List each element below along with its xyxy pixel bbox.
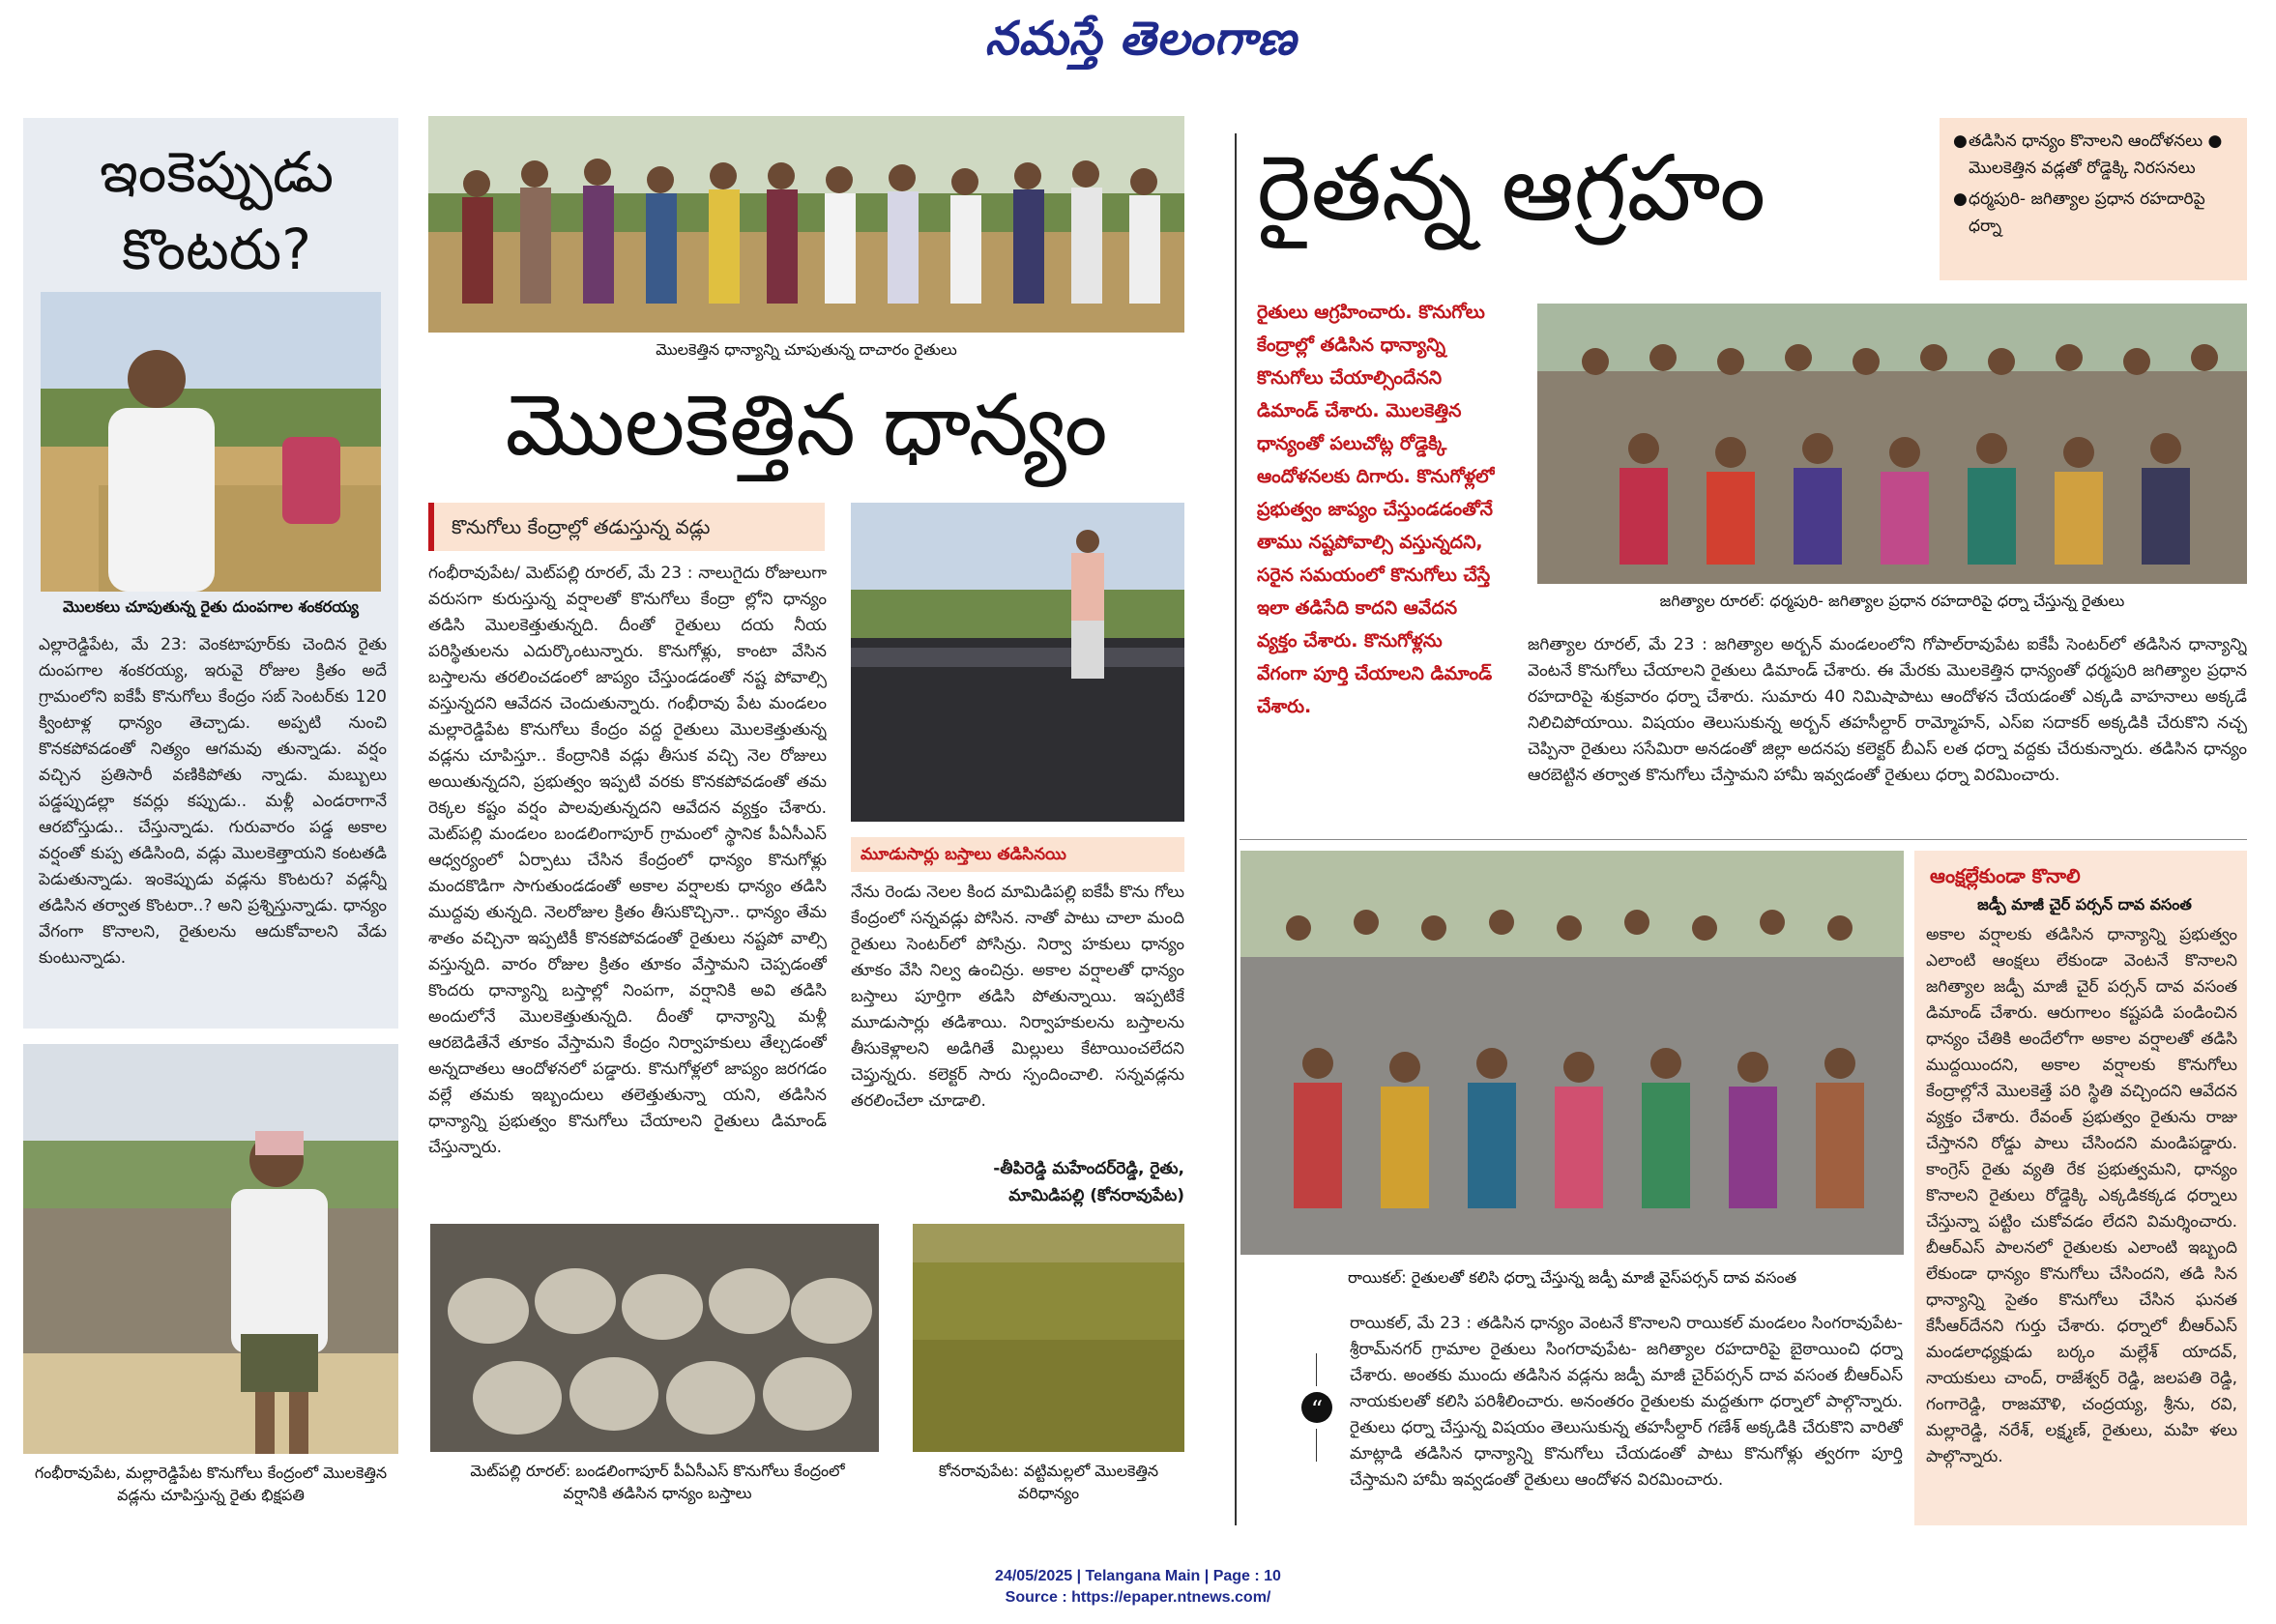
right-intro-text: రైతులు ఆగ్రహించారు. కొనుగోలు కేంద్రాల్లో తడిసిన ధాన్యాన్ని కొనుగోలు చేయాల్సిందేనని డిమాండ్ చేశారు. మొలకెత్తిన ధాన్యంతో పలుచోట్ల రోడ్డెక్కి ఆందోళనలకు దిగారు. కొనుగోళ్లలో ప్రభుత్వం జాప్యం చేస్తుండడంతోనే తాము నష్టపోవాల్సి వస్తున్నదని, సరైన సమయంలో కొనుగోలు చేస్తే ఇలా తడిసేది కాదని ఆవేదన వ్యక్తం చేశారు. కొనుగోళ్లను వేగంగా పూర్తి చేయాలని డిమాండ్ చేశారు. bbox=[1257, 302, 1495, 717]
right-sidebar-title: ఆంక్షల్లేకుండా కొనాలి bbox=[1930, 864, 2081, 887]
section-divider bbox=[1235, 133, 1237, 1525]
left-photo1-caption: మొలకలు చూపుతున్న రైతు దుంపగాల శంకరయ్య bbox=[63, 597, 359, 616]
farmer-bhikshapathi-photo bbox=[23, 1044, 398, 1454]
middle-article-text: గంభీరావుపేట/ మెట్‌పల్లి రూరల్, మే 23 : నాలుగైదు రోజులుగా వరుసగా కురుస్తున్న వర్షాలతో కొనుగోలు కేంద్రా ల్లోని ధాన్యం తడిసి మొలకెత్తుతున్నది. దీంతో రైతులు దయ నీయ పరిస్థితులను ఎదుర్కొంటున్నారు. కొనుగోళ్లు, కాంటా వేసిన బస్తాలను తరలించడంలో జాప్యం చేస్తుండడంతో నష్ట పోవాల్సి వస్తున్నదని ఆవేదన చెందుతున్నారు. గంభీరావు పేట మండలం మల్లారెడ్డిపేట కొనుగోలు కేంద్రం వద్ద రైతులు మొలకెత్తుతున్న వడ్లను చూపిస్తూ.. కేంద్రానికి వడ్లు తీసుక వచ్చి నెల రోజులు అయితున్నదని, ప్రభుత్వం ఇప్పటి వరకు కొనకపోవడంతో తమ రెక్కల కష్టం వర్షం పాలవుతున్నదని ఆవేదన వ్యక్తం చేశారు. మెట్‌పల్లి మండలం బండలింగాపూర్ గ్రామంలో స్థానిక పీఏసీఎస్ ఆధ్వర్యంలో ఏర్పాటు చేసిన కేంద్రంలో ధాన్యం కొనుగోళ్లు మందకొడిగా సాగుతుండడంతో అకాల వర్షాలకు ధాన్యం తడిసి ముద్దవు తున్నది. నెలరోజుల క్రితం తీసుకొచ్చినా.. ధాన్యం తేమ శాతం వచ్చినా ఇప్పటికీ కొనకపోవడంతో రైతులు నష్టపో వాల్సి వస్తున్నది. వారం రోజుల క్రితం తూకం వేస్తామని చెప్పడంతో కొందరు ధాన్యాన్ని బస్తాల్లో నింపగా, వర్షానికి అవి తడిసి అందులోనే మొలకెత్తుతున్నది. దీంతో ధాన్యాన్ని మళ్లీ ఆరబెడితేనే తూకం వేస్తామని కేంద్రం నిర్వాహకులు తేల్చడంతో అన్నదాతలు ఆందోళనలో పడ్డారు. కొనుగోళ్లలో జాప్యం జరగడం వల్లే తమకు ఇబ్బందులు తలెత్తుతున్నా యని, తడిసిన ధాన్యాన్ని ప్రభుత్వం కొనుగోలు చేయాలని రైతులు డిమాండ్ చేస్తున్నారు. bbox=[428, 564, 827, 1157]
dacharam-farmers-photo bbox=[428, 116, 1184, 333]
raikal-sitin-photo bbox=[1240, 851, 1904, 1255]
protest-text: జగిత్యాల రూరల్, మే 23 : జగిత్యాల అర్బన్ మండలంలోని గోపాల్‌రావుపేట ఐకేపీ సెంటర్‌లో తడిసిన ధాన్యాన్ని వెంటనే కొనుగోలు చేయాలని రైతులు డిమాండ్ చేశారు. ఈ మేరకు మొలకెత్తిన ధాన్యంతో ధర్మపురి జగిత్యాల ప్రధాన రహదారిపై శుక్రవారం ధర్నా చేశారు. సుమారు 40 నిమిషాపాటు ఆందోళన చేయడంతో ఎక్కడి వాహనాలు అక్కడే నిలిచిపోయాయి. విషయం తెలుసుకున్న అర్బన్ తహసీల్దార్ రామ్మోహన్, ఎస్‌ఐ సదాకర్ అక్కడికి చేరుకొని నచ్చ చెప్పినా రైతులు ససేమిరా అనడంతో జిల్లా అదనపు కలెక్టర్ బీఎస్ లత ధర్నా వద్దకు చేరుకున్నారు. తడిసిన ధాన్యం ఆరబెట్టిన తర్వాత కొనుగోలు చేస్తామని హామీ ఇవ్వడంతో రైతులు ధర్నా విరమించారు. bbox=[1528, 635, 2247, 785]
middle-top-caption: మొలకెత్తిన ధాన్యాన్ని చూపుతున్న దాచారం రైతులు bbox=[656, 340, 957, 359]
rain-soaked-bags-photo bbox=[430, 1224, 879, 1452]
right-sidebar-text: అకాల వర్షాలకు తడిసిన ధాన్యాన్ని ప్రభుత్వం ఎలాంటి ఆంక్షలు లేకుండా వెంటనే కొనాలని జగిత్యాల జడ్పీ మాజీ చైర్ పర్సన్ దావ వసంత డిమాండ్ చేశారు. ఆరుగాలం కష్టపడి పండించిన ధాన్యం చేతికి అందేలోగా అకాల వర్షాలతో తడిసి ముద్దయిందని, అకాల వర్షాలకు కొనుగోలు కేంద్రాల్లోనే మొలకెత్తే పరి స్థితి వచ్చిందని ఆవేదన వ్యక్తం చేశారు. రేవంత్ ప్రభుత్వం రైతును రాజు చేస్తానని రోడ్డు పాలు చేసిందని మండిపడ్డారు. కాంగ్రెస్ రైతు వ్యతి రేక ప్రభుత్వమని, ధాన్యం కొనాలని రైతులు రోడ్డెక్కి ఎక్కడికక్కడ ధర్నాలు చేస్తున్నా పట్టిం చుకోవడం లేదని విమర్శించారు. బీఆర్‌ఎస్ పాలనలో రైతులకు ఎలాంటి ఇబ్బంది లేకుండా ధాన్యం కొనుగోలు చేసిందని, తడి సిన ధాన్యాన్ని సైతం కొనుగోలు చేసిన ఘనత కేసీఆర్‌దేనని గుర్తు చేశారు. ధర్నాలో బీఆర్‌ఎస్ మండలాధ్యక్షుడు బర్కం మల్లేశ్ యాదవ్, నాయకులు చాంద్, రాజేశ్వర్ రెడ్డి, జలపతి రెడ్డి, గంగారెడ్డి, రాజమౌళి, చంద్రయ్య, శ్రీను, రవి, మల్లారెడ్డి, నరేశ్, లక్ష్మణ్, రైతులు, మహి ళలు పాల్గొన్నారు. bbox=[1926, 925, 2237, 1466]
footer bbox=[848, 1566, 1428, 1609]
masthead-title: నమస్తే తెలంగాణ bbox=[984, 12, 1298, 66]
footer-source-line[interactable]: Source : https://epaper.ntnews.com/ bbox=[1005, 1589, 1271, 1606]
left-headline bbox=[43, 133, 391, 288]
right-bullet-text-1: తడిసిన ధాన్యం కొనాలని ఆందోళనలు ● మొలకెత్తిన వడ్లతో రోడ్డెక్కి నిరసనలు bbox=[1969, 131, 2223, 178]
quote-author-place: మామిడిపల్లి (కోనరావుపేట) bbox=[1008, 1186, 1184, 1205]
protest-photo-caption: జగిత్యాల రూరల్: ధర్మపురి- జగిత్యాల ప్రధాన రహదారిపై ధర్నా చేస్తున్న రైతులు bbox=[1659, 592, 2125, 610]
raikal-text: రాయికల్, మే 23 : తడిసిన ధాన్యం వెంటనే కొనాలని రాయికల్ మండలం సింగరావుపేట- శ్రీరామ్‌నగర్ గ్రామాల రైతులు సింగరావుపేట- జగిత్యాల రహదారిపై బైఠాయించి ధర్నా చేశారు. అంతకు ముందు తడిసిన వడ్లను జడ్పీ మాజీ చైర్‌పర్సన్ దావ వసంత బీఆర్‌ఎస్ నాయకులతో కలిసి పరిశీలించారు. అనంతరం రైతులకు మద్దతుగా ధర్నాలో పాల్గొన్నారు. రైతులు ధర్నా చేస్తున్న విషయం తెలుసుకున్న తహసీల్దార్ గణేశ్ అక్కడికి చేరుకొని వారితో మాట్లాడి తడిసిన ధాన్యాన్ని కొనుగోలు చేయడంతో పాటు కొనుగోళ్లు త్వరగా పూర్తి చేస్తామని హామీ ఇవ్వడంతో రైతులు ఆందోళన విరమించారు. bbox=[1350, 1314, 1903, 1490]
quote-author: -తీపిరెడ్డి మహేందర్‌రెడ్డి, రైతు, bbox=[993, 1159, 1184, 1178]
sprout-photo-caption: కోనరావుపేట: వట్టిమల్లలో మొలకెత్తిన వరిధాన్యం bbox=[938, 1462, 1159, 1502]
right-sidebar-subtitle: జడ్పీ మాజీ చైర్ పర్సన్ దావ వసంత bbox=[1977, 895, 2192, 914]
quote-line-top bbox=[1316, 1353, 1317, 1386]
sprouted-paddy-photo bbox=[913, 1224, 1184, 1452]
jagtial-protest-photo bbox=[1537, 304, 2247, 584]
left-article-text: ఎల్లారెడ్డిపేట, మే 23: వెంకటాపూర్‌కు చెందిన రైతు దుంపగాల శంకరయ్య, ఇరువై రోజుల క్రితం అదే గ్రామంలోని ఐకేపీ కొనుగోలు కేంద్రం సబ్ సెంటర్‌కు 120 క్వింటాళ్ల ధాన్యం తెచ్చాడు. అప్పటి నుంచి కొనకపోవడంతో నిత్యం ఆగమవు తున్నాడు. వర్షం వచ్చిన ప్రతిసారీ వణికిపోతు న్నాడు. మబ్బులు పడ్డప్పుడల్లా కవర్లు కప్పుడు.. మళ్లీ ఎండరాగానే ఆరబోస్తుడు.. చేస్తున్నాడు. గురువారం పడ్డ అకాల వర్షంతో కుప్ప తడిసింది, వడ్లు మొలకెత్తాయని కంటతడి పెడుతున్నాడు. ఇంకెప్పుడు వడ్లను కొంటరు? వడ్లన్నీ తడిసిన తర్వాత కొంటరా..? అని ప్రశ్నిస్తున్నాడు. ధాన్యం వేగంగా కొనాలని, రైతులను ఆదుకోవాలని వేడు కుంటున్నాడు. bbox=[39, 635, 387, 968]
farmer-on-tarp-photo bbox=[851, 503, 1184, 822]
sitin-photo-caption: రాయికల్: రైతులతో కలిసి ధర్నా చేస్తున్న జడ్పీ మాజీ వైస్‌పర్సన్ దావ వసంత bbox=[1347, 1268, 1797, 1287]
farmer-shankaraiah-photo bbox=[41, 292, 381, 592]
right-bullet: ● ధర్మపురి- జగిత్యాల ప్రధాన రహదారిపై ధర్నా bbox=[1953, 189, 2205, 236]
left-headline-line2: కొంటరు? bbox=[122, 217, 311, 282]
bags-photo-caption: మెట్‌పల్లి రూరల్: బండలింగాపూర్ పీఏసీఎస్ కొనుగోలు కేంద్రంలో వర్షానికి తడిసిన ధాన్యం బస్తాలు bbox=[470, 1462, 845, 1502]
left-photo2-caption: గంభీరావుపేట, మల్లారెడ్డిపేట కొనుగోలు కేంద్రంలో మొలకెత్తిన వడ్లను చూపిస్తున్న రైతు భిక్షపతి bbox=[34, 1464, 388, 1504]
right-divider bbox=[1240, 839, 2247, 840]
middle-subheadline-box bbox=[428, 503, 825, 551]
middle-subheadline: కొనుగోలు కేంద్రాల్లో తడుస్తున్న వడ్లు bbox=[452, 515, 711, 538]
footer-date-line: 24/05/2025 | Telangana Main | Page : 10 bbox=[995, 1568, 1281, 1584]
quote-text: నేను రెండు నెలల కింద మామిడిపల్లి ఐకేపీ కొను గోలు కేంద్రంలో సన్నవడ్లు పోసిన. నాతో పాటు చాలా మంది రైతులు సెంటర్‌లో పోసిన్రు. నిర్వా హకులు ధాన్యం తూకం వేసి నిల్వ ఉంచిన్రు. అకాల వర్షాలతో ధాన్యం బస్తాలు పూర్తిగా తడిసి పోతున్నాయి. ఇప్పటికే మూడుసార్లు తడిశాయి. నిర్వాహకులను బస్తాలను తీసుకెళ్లాలని అడిగితే మిల్లులు కేటాయించలేదని చెప్తున్నరు. కలెక్టర్ సారు స్పందించాలి. సన్నవడ్లను తరలించేలా చూడాలి. bbox=[851, 883, 1184, 1111]
middle-headline: మొలకెత్తిన ధాన్యం bbox=[505, 375, 1108, 475]
right-bullet: ● తడిసిన ధాన్యం కొనాలని ఆందోళనలు ● మొలకెత్తిన వడ్లతో రోడ్డెక్కి నిరసనలు bbox=[1953, 131, 2223, 178]
quote-line-bottom bbox=[1316, 1429, 1317, 1462]
quote-head: మూడుసార్లు బస్తాలు తడిసినయి bbox=[861, 845, 1066, 864]
right-bullet-text-2: ధర్మపురి- జగిత్యాల ప్రధాన రహదారిపై ధర్నా bbox=[1969, 189, 2205, 236]
masthead bbox=[928, 10, 1354, 70]
quote-mark-icon: “ bbox=[1301, 1392, 1332, 1423]
right-bullets-box bbox=[1940, 118, 2247, 280]
left-headline-line1: ఇంకెప్పుడు bbox=[99, 139, 335, 205]
quote-head-box bbox=[851, 837, 1184, 872]
right-headline: రైతన్న ఆగ్రహం bbox=[1257, 136, 1766, 242]
